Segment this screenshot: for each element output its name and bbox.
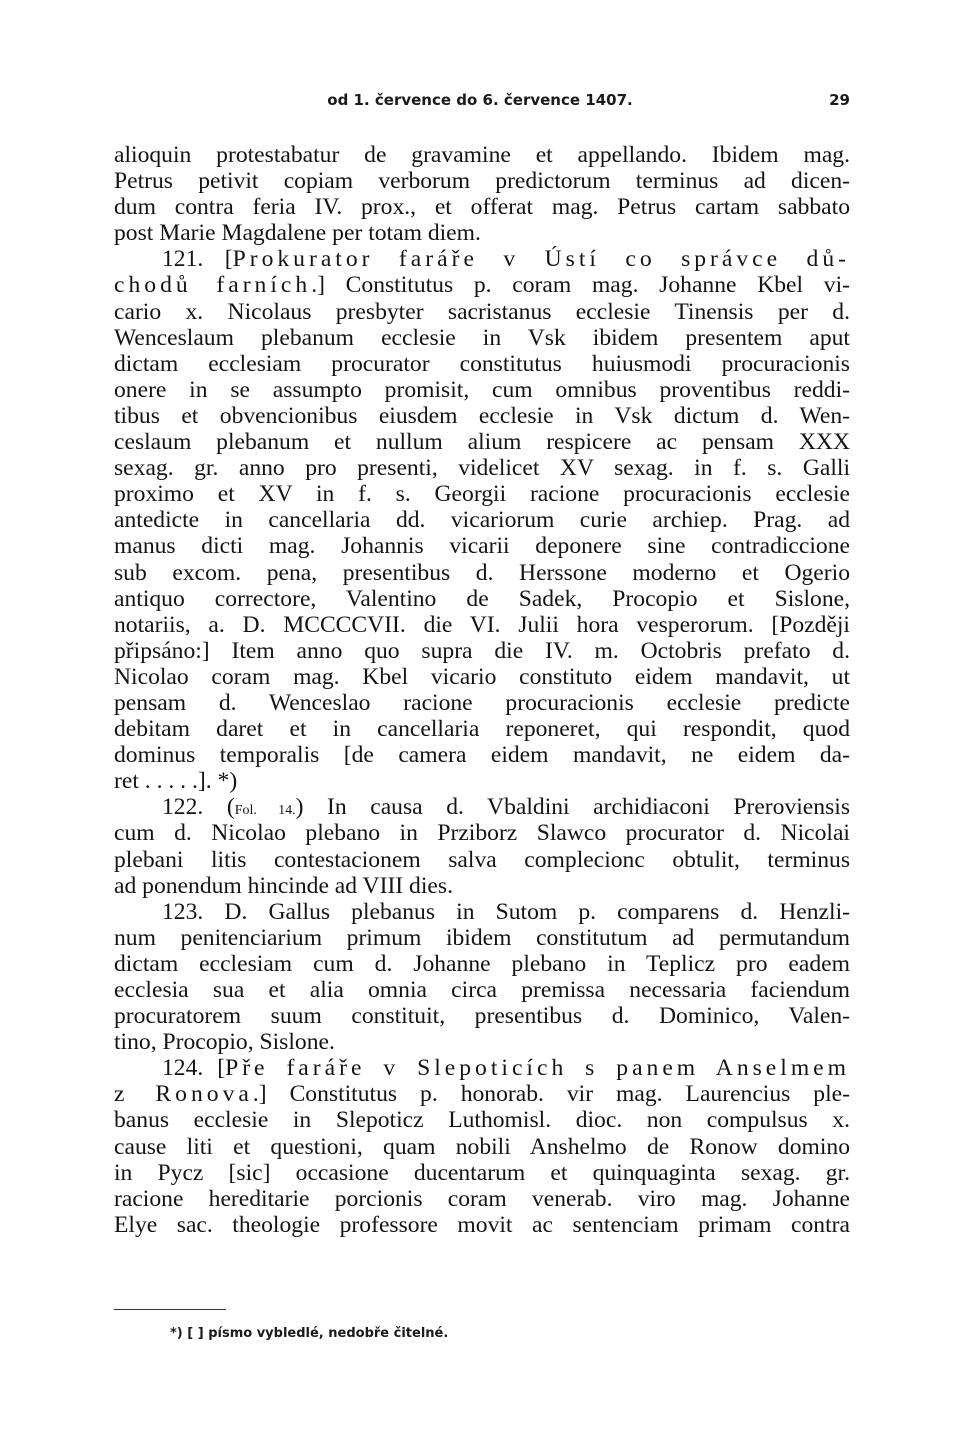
line-text: ) In causa d. Vbaldini archidiaconi Preroviensis <box>295 794 850 821</box>
line-text: ad ponendum hincinde ad VIII dies. <box>114 872 453 899</box>
line-text: .] Constitutus p. coram mag. Johanne Kbel vi- <box>311 272 850 299</box>
text-line <box>114 638 850 664</box>
text-line <box>114 664 850 690</box>
line-text: onere in se assumpto promisit, cum omnibus proventibus reddi- <box>114 376 850 403</box>
text-line <box>114 168 850 194</box>
line-text: dominus temporalis [de camera eidem mandavit, ne eidem da- <box>114 742 850 769</box>
line-text: Nicolao coram mag. Kbel vicario constituto eidem mandavit, ut <box>114 663 850 690</box>
text-line <box>114 1186 850 1212</box>
text-line <box>114 533 850 559</box>
line-text: plebani litis contestacionem salva complecionc obtulit, terminus <box>114 846 850 873</box>
text-line <box>114 272 850 298</box>
line-text: notariis, a. D. MCCCCVII. die VI. Julii hora vesperorum. [Později <box>114 611 850 638</box>
text-line <box>114 1212 850 1238</box>
spaced-heading-text: Prokurator faráře v Ústí co správce dů- <box>232 246 850 273</box>
running-title: od 1. července do 6. července 1407. <box>327 91 633 109</box>
line-text: .] Constitutus p. honorab. vir mag. Laurencius ple- <box>252 1081 850 1108</box>
page-number: 29 <box>829 91 850 109</box>
line-text: proximo et XV in f. s. Georgii racione procuracionis ecclesie <box>114 481 850 508</box>
text-line <box>114 1003 850 1029</box>
line-text: dictam ecclesiam cum d. Johanne plebano in Teplicz pro eadem <box>114 950 850 977</box>
text-line <box>114 507 850 533</box>
text-line <box>114 977 850 1003</box>
text-line <box>114 481 850 507</box>
text-line <box>114 1081 850 1107</box>
line-text: cause liti et questioni, quam nobili Anshelmo de Ronow domino <box>114 1133 850 1160</box>
line-text: tibus et obvencionibus eiusdem ecclesie in Vsk dictum d. Wen- <box>114 402 850 429</box>
spaced-heading-text: chodů farních <box>114 272 312 299</box>
text-line <box>114 1107 850 1133</box>
text-line <box>114 560 850 586</box>
text-line <box>114 690 850 716</box>
text-line <box>114 142 850 168</box>
line-text: post Marie Magdalene per totam diem. <box>114 220 481 247</box>
line-text: Elye sac. theologie professore movit ac sentenciam primam contra <box>114 1211 850 1238</box>
text-line <box>114 768 850 794</box>
text-line <box>114 377 850 403</box>
line-text: 121. [ <box>162 246 233 273</box>
spaced-heading-text: z Ronova <box>114 1081 253 1108</box>
line-text: ret . . . . .]. *) <box>114 768 238 795</box>
text-line <box>114 873 850 899</box>
text-line <box>114 716 850 742</box>
line-text: banus ecclesie in Slepoticz Luthomisl. dioc. non compulsus x. <box>114 1107 850 1134</box>
text-line <box>114 612 850 638</box>
line-text: ecclesia sua et alia omnia circa premissa necessaria faciendum <box>114 977 850 1003</box>
text-line <box>114 925 850 951</box>
text-line <box>114 351 850 377</box>
line-text: Petrus petivit copiam verborum predictorum terminus ad dicen- <box>114 168 850 195</box>
running-header <box>110 91 850 115</box>
text-line <box>114 586 850 612</box>
text-line <box>114 429 850 455</box>
line-text: num penitenciarium primum ibidem constitutum ad permutandum <box>114 924 850 951</box>
text-line <box>114 194 850 220</box>
text-line <box>114 1029 850 1055</box>
footnote: *) [ ] písmo vybledlé, nedobře čitelné. <box>170 1326 449 1341</box>
body-text <box>114 142 850 1238</box>
line-text: sexag. gr. anno pro presenti, videlicet XV sexag. in f. s. Galli <box>114 455 850 482</box>
text-line <box>114 220 850 246</box>
line-text: alioquin protestabatur de gravamine et appellando. Ibidem mag. <box>114 142 850 168</box>
line-text: in Pycz [sic] occasione ducentarum et quinquaginta sexag. gr. <box>114 1159 850 1186</box>
text-line <box>114 1160 850 1186</box>
line-text: manus dicti mag. Johannis vicarii deponere sine contradiccione <box>114 533 850 560</box>
text-line <box>114 742 850 768</box>
line-text: sub excom. pena, presentibus d. Herssone moderno et Ogerio <box>114 559 850 586</box>
text-line <box>114 325 850 351</box>
line-text: dum contra feria IV. prox., et offerat mag. Petrus cartam sabbato <box>114 194 850 221</box>
line-text: tino, Procopio, Sislone. <box>114 1029 335 1056</box>
text-line <box>114 1055 850 1081</box>
text-line <box>114 299 850 325</box>
footnote-rule <box>114 1309 226 1310</box>
text-line <box>114 246 850 272</box>
line-text: dictam ecclesiam procurator constitutus huiusmodi procuracionis <box>114 350 850 377</box>
line-text: procuratorem suum constituit, presentibus d. Dominico, Valen- <box>114 1003 850 1030</box>
line-text: ceslaum plebanum et nullum alium respicere ac pensam XXX <box>114 429 850 456</box>
line-text: pensam d. Wenceslao racione procuracionis ecclesie predicte <box>114 689 850 716</box>
line-text: 122. ( <box>162 794 235 821</box>
text-line <box>114 455 850 481</box>
text-line <box>114 899 850 925</box>
line-text: antedicte in cancellaria dd. vicariorum curie archiep. Prag. ad <box>114 507 850 534</box>
line-text: cario x. Nicolaus presbyter sacristanus ecclesie Tinensis per d. <box>114 298 850 325</box>
text-line <box>114 820 850 846</box>
line-text: antiquo correctore, Valentino de Sadek, Procopio et Sislone, <box>114 585 850 612</box>
line-text: cum d. Nicolao plebano in Prziborz Slawco procurator d. Nicolai <box>114 820 850 847</box>
folio-reference: Fol. 14. <box>234 803 296 819</box>
line-text: racione hereditarie porcionis coram venerab. viro mag. Johanne <box>114 1185 850 1212</box>
line-text: 124. [ <box>162 1055 226 1082</box>
text-line <box>114 951 850 977</box>
line-text: 123. D. Gallus plebanus in Sutom p. comparens d. Henzli- <box>162 898 850 925</box>
line-text: připsáno:] Item anno quo supra die IV. m. Octobris prefato d. <box>114 637 850 664</box>
text-line <box>114 1134 850 1160</box>
line-text: debitam daret et in cancellaria reponeret, qui respondit, quod <box>114 716 850 743</box>
text-line <box>114 403 850 429</box>
text-line <box>114 847 850 873</box>
line-text: Wenceslaum plebanum ecclesie in Vsk ibidem presentem aput <box>114 324 850 351</box>
spaced-heading-text: Pře faráře v Slepoticích s panem Anselmem <box>225 1055 850 1082</box>
text-line <box>114 794 850 820</box>
